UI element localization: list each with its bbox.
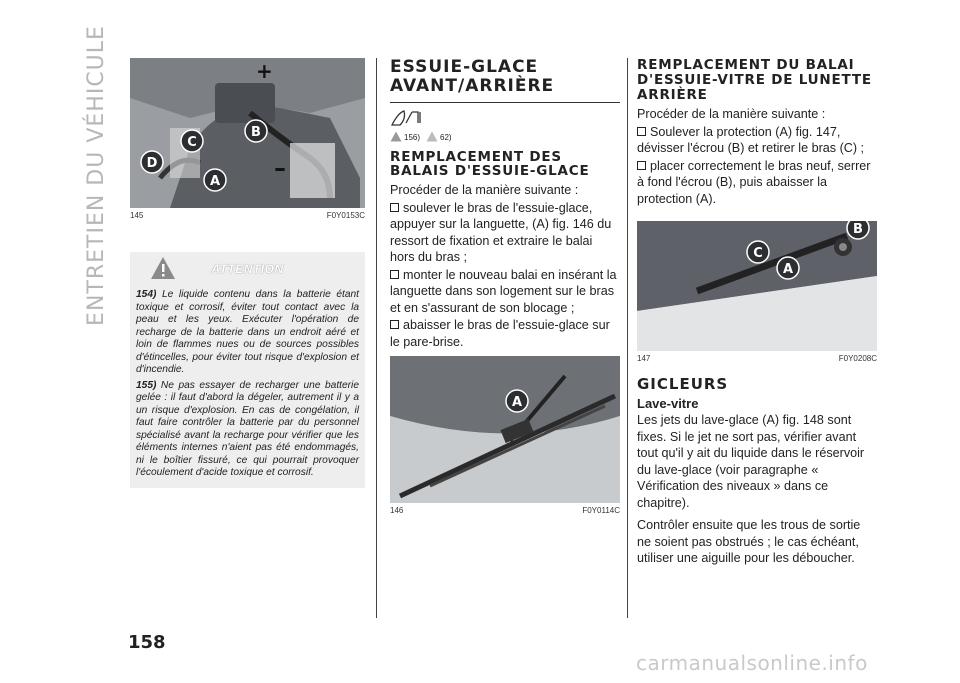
- column-right: [637, 58, 877, 567]
- column-divider-2: [627, 58, 628, 618]
- section-title: ENTRETIEN DU VÉHICULE: [83, 24, 109, 326]
- heading-rule: [390, 102, 620, 103]
- figure-147: [637, 221, 877, 351]
- bullet-icon: [637, 161, 646, 170]
- warning-title: ATTENTION: [211, 262, 284, 276]
- svg-text:A: A: [511, 395, 523, 410]
- warning-header: [136, 252, 359, 286]
- bullet-icon: [637, 127, 646, 136]
- reference-icons: [390, 109, 620, 127]
- figure-147-caption: 147 F0Y0208C: [637, 354, 877, 363]
- column-left: [130, 58, 365, 488]
- fuel-drop-icon: [390, 109, 428, 127]
- bullet-icon: [390, 203, 399, 212]
- heading-essuie-glace: ESSUIE-GLACE AVANT/ARRIÈRE: [390, 57, 555, 96]
- warning-box: [130, 252, 365, 488]
- svg-text:B: B: [853, 222, 863, 237]
- warning-text: [136, 289, 359, 480]
- svg-text:C: C: [187, 135, 197, 150]
- svg-text:A: A: [782, 262, 794, 277]
- svg-text:C: C: [753, 246, 763, 261]
- page-number: 158: [128, 632, 166, 653]
- step-1: soulever le bras de l'essuie-glace, appuyer sur la languette, (A) fig. 146 du ressort de fixation et extraire le balai hors du bras ;: [390, 200, 612, 264]
- fig145-label-minus: –: [274, 154, 286, 182]
- wiper-illustration: [390, 356, 620, 503]
- figure-145-caption: 145 F0Y0153C: [130, 211, 365, 220]
- figure-146-caption: 146 F0Y0114C: [390, 506, 620, 515]
- figure-146: [390, 356, 620, 503]
- step-rear-1: Soulever la protection (A) fig. 147, dévisser l'écrou (B) et retirer le bras (C) ;: [637, 124, 865, 155]
- step-3: abaisser le bras de l'essuie-glace sur le pare-brise.: [390, 318, 610, 349]
- figure-145: [130, 58, 365, 208]
- warning-small-icon: [390, 131, 402, 142]
- step-2: monter le nouveau balai en insérant la languette dans son logement sur le bras et en s'assurant de son blocage ;: [390, 267, 617, 315]
- column-middle: [390, 58, 620, 515]
- col3-body: Procéder de la manière suivante : Soulever la protection (A) fig. 147, dévisser l'écrou (B) et retirer le bras (C) ; placer correctement le bras neuf, serrer à fond l'écrou (B), puis abaisser la protection (A).: [637, 106, 877, 207]
- column-divider-1: [376, 58, 377, 618]
- fig145-label-plus: +: [256, 59, 273, 83]
- gicleurs-body: Les jets du lave-glace (A) fig. 148 sont fixes. Si le jet ne sort pas, vérifier avant tout qu'il y ait du liquide dans le réservoir du lave-glace (voir paragraphe « Vérification des niveaux » dans ce chapitre). Contrôler ensuite que les trous de sortie ne soient pas obstrués ; le cas échéant, utiliser une aiguille pour les déboucher.: [637, 413, 865, 565]
- watermark: carmanualsonline.info: [636, 651, 868, 675]
- subheading-remplacement-balais: REMPLACEMENT DES BALAIS D'ESSUIE-GLACE: [390, 149, 590, 179]
- step-rear-2: placer correctement le bras neuf, serrer à fond l'écrou (B), puis abaisser la protection (A).: [637, 158, 871, 206]
- warning-item-155: 155) Ne pas essayer de recharger une batterie gelée : il faut d'abord la dégeler, autrement il y a un risque d'explosion. En cas de congélation, il faut faire contrôler la batterie par du personnel spécialisé avant la recharge pour vérifier que les éléments internes n'aient pas été endommagés, ni le boîtier fissuré, ce qui pourrait provoquer l'écoulement d'acide toxique et corrosif.: [136, 379, 359, 478]
- rear-wiper-illustration: [637, 221, 877, 351]
- heading-remplacement-balai-lunette: REMPLACEMENT DU BALAI D'ESSUIE-VITRE DE LUNETTE ARRIÈRE: [637, 57, 872, 103]
- battery-illustration: [130, 58, 365, 208]
- bullet-icon: [390, 320, 399, 329]
- info-small-icon: [426, 131, 438, 142]
- heading-gicleurs: GICLEURS: [637, 375, 729, 393]
- col2-body: Procéder de la manière suivante : soulever le bras de l'essuie-glace, appuyer sur la languette, (A) fig. 146 du ressort de fixation et extraire le balai hors du bras ; monter le nouveau balai en insérant la languette dans son logement sur le bras et en s'assurant de son blocage ; abaisser le bras de l'essuie-glace sur le pare-brise.: [390, 182, 620, 350]
- warning-triangle-icon: [150, 256, 176, 280]
- subheading-lave-vitre: Lave-vitre: [637, 396, 699, 411]
- svg-text:A: A: [209, 174, 221, 189]
- bullet-icon: [390, 270, 399, 279]
- reference-notes: 156) 62): [390, 131, 620, 142]
- warning-item-154: 154) Le liquide contenu dans la batterie étant toxique et corrosif, éviter tout contact avec la peau et les yeux. Exécuter l'opération de recharge de la batterie dans un endroit aéré et loin de flammes nues ou de sources possibles d'étincelles, pour éviter tout risque d'explosion et d'incendie.: [136, 289, 359, 375]
- svg-text:B: B: [251, 125, 261, 140]
- svg-text:D: D: [146, 156, 158, 171]
